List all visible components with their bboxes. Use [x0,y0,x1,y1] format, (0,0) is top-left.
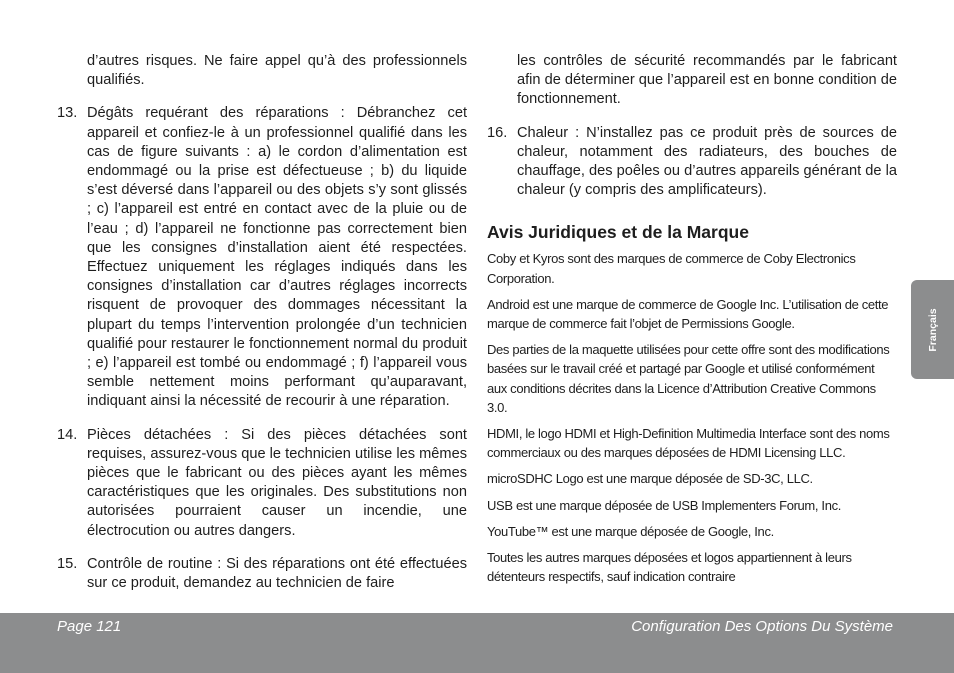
left-column [57,52,467,607]
list-item-number: 15. [57,555,78,572]
right-continuation-text: les contrôles de sécurité recommandés par le fabricant afin de déterminer que l’appareil est en bonne condition de fonctionnement. [517,53,897,108]
list-item-15 [57,555,467,593]
legal-paragraph-coby: Coby et Kyros sont des marques de commerce de Coby Electronics Corporation. [487,251,856,286]
list-item-text: Pièces détachées : Si des pièces détachées sont requises, assurez-vous que le technicien utilise les mêmes pièces que le fabricant ou des pièces ayant les mêmes caractéristiques que les originales. Des substitutions non autorisées pourraient causer un incendie, une électrocution ou autres dangers. [87,426,467,539]
legal-paragraph-hdmi: HDMI, le logo HDMI et High-Definition Multimedia Interface sont des noms commerciaux ou des marques déposées de HDMI Licensing LLC. [487,426,890,461]
list-item-13 [57,104,467,411]
list-item-number: 16. [487,124,508,141]
section-title: Configuration Des Options Du Système [631,618,893,635]
list-item-number: 14. [57,426,78,443]
right-column [487,52,897,593]
list-item-number: 13. [57,105,78,122]
page-number: Page 121 [57,618,122,635]
legal-heading: Avis Juridiques et de la Marque [487,222,749,243]
list-item-text: Contrôle de routine : Si des réparations ont été effectuées sur ce produit, demandez au technicien de faire [87,555,467,592]
list-item-text: Chaleur : N’installez pas ce produit près de sources de chaleur, notamment des radiateurs, des bouches de chauffage, des poêles ou d’autres appareils générant de la chaleur (y compris des amplificateurs). [517,124,897,199]
legal-paragraph-other-marks: Toutes les autres marques déposées et logos appartiennent à leurs détenteurs respectifs, sauf indication contraire [487,550,852,585]
footer-bar [0,613,954,673]
legal-paragraph-microsdhc: microSDHC Logo est une marque déposée de SD-3C, LLC. [487,471,813,487]
legal-paragraph-creative-commons: Des parties de la maquette utilisées pour cette offre sont des modifications basées sur le travail créé et partagé par Google et utilisé conformément aux conditions décrites dans la Licence d’Attribution Creative Commons 3.0. [487,342,890,415]
list-item-14 [57,426,467,541]
language-tab [911,280,954,379]
left-continuation-text: d’autres risques. Ne faire appel qu’à des professionnels qualifiés. [87,53,467,89]
legal-paragraph-youtube: YouTube™ est une marque déposée de Google, Inc. [487,523,774,539]
list-item-16 [487,124,897,201]
list-item-text: Dégâts requérant des réparations : Débranchez cet appareil et confiez-le à un professionnel qualifié dans les cas de figure suivants : a) le cordon d’alimentation est endommagé ou la prise est défectueuse ; b) du liquide s’est déversé dans l’appareil ou des objets s’y sont glissés ; c) l’appareil est entré en contact avec de la pluie ou de l’eau ; d) l’appareil ne fonctionne pas correctement bien que les consignes d’installation aient été respectées. Effectuez uniquement les réglages indiqués dans les consignes d’installation car d’autres réglages incorrects risquent de provoquer des dommages nécessitant la plupart du temps l’intervention prolongée d’un technicien qualifié pour restaurer le fonctionnement normal du produit ; e) l’appareil est tombé ou endommagé ; f) l’appareil vous semble nettement moins performant qu’auparavant, indiquant ainsi la nécessité de recourir à une réparation. [87,105,467,410]
legal-paragraph-usb: USB est une marque déposée de USB Implementers Forum, Inc. [487,497,841,513]
legal-paragraph-android: Android est une marque de commerce de Google Inc. L’utilisation de cette marque de commerce fait l’objet de Permissions Google. [487,296,889,332]
language-tab-label: Français [926,307,939,352]
